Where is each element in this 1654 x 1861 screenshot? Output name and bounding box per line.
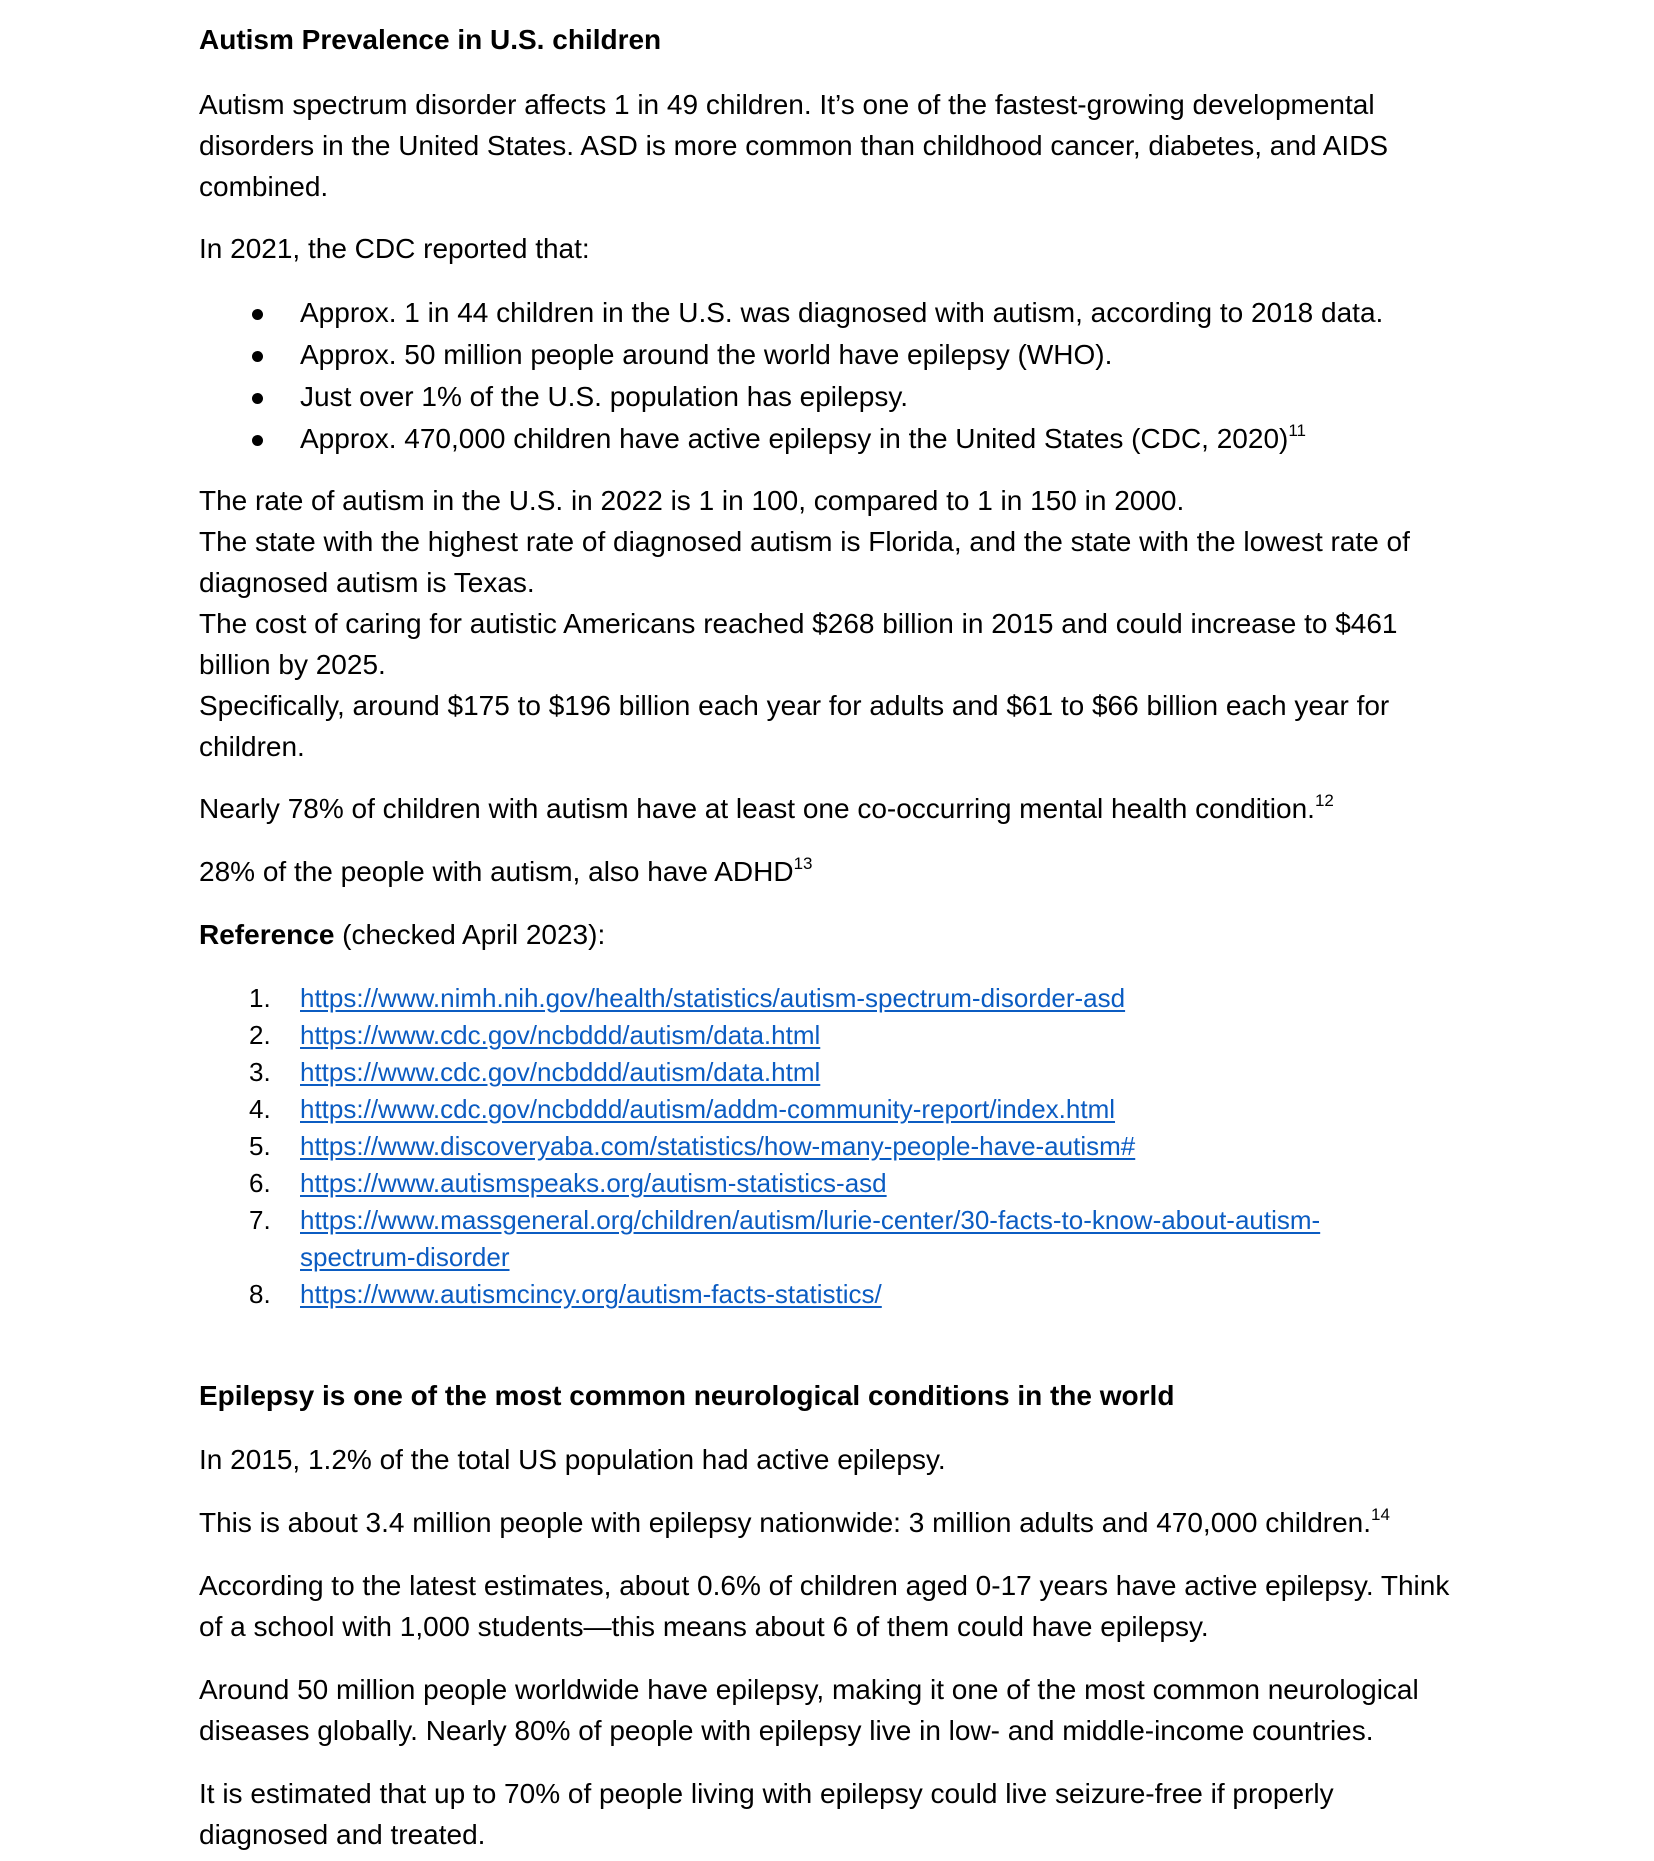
- stats-line: The state with the highest rate of diagnosed autism is Florida, and the state with the lowest rate of: [199, 526, 1410, 557]
- adhd-stat: [199, 851, 1479, 892]
- list-item: [199, 1054, 1479, 1091]
- reference-number: 3.: [249, 1057, 271, 1087]
- cdc-bullet-list: [199, 292, 1479, 460]
- cdc-lead: In 2021, the CDC reported that:: [199, 233, 590, 264]
- reference-link[interactable]: https://www.discoveryaba.com/statistics/how-many-people-have-autism#: [300, 1131, 1136, 1161]
- footnote-marker: 13: [793, 853, 813, 873]
- reference-link[interactable]: https://www.autismcincy.org/autism-facts-statistics/: [300, 1279, 882, 1309]
- reference-number: 5.: [249, 1131, 271, 1161]
- reference-link[interactable]: [300, 1205, 1320, 1272]
- autism-stats: [199, 480, 1479, 767]
- footnote-marker: 12: [1314, 790, 1334, 810]
- bullet-icon: [252, 351, 263, 362]
- epilepsy-text: Around 50 million people worldwide have epilepsy, making it one of the most common neurological: [199, 1674, 1419, 1705]
- stats-line: The rate of autism in the U.S. in 2022 is 1 in 100, compared to 1 in 150 in 2000.: [199, 485, 1185, 516]
- reference-link[interactable]: https://www.cdc.gov/ncbddd/autism/data.html: [300, 1057, 821, 1087]
- epilepsy-text: It is estimated that up to 70% of people living with epilepsy could live seizure-free if properly: [199, 1778, 1334, 1809]
- reference-number: 7.: [249, 1205, 271, 1235]
- adhd-text: 28% of the people with autism, also have ADHD: [199, 856, 794, 887]
- reference-link-line: https://www.massgeneral.org/children/autism/lurie-center/30-facts-to-know-about-autism-: [300, 1205, 1321, 1235]
- epilepsy-text: diagnosed and treated.: [199, 1819, 486, 1850]
- reference-link[interactable]: https://www.cdc.gov/ncbddd/autism/addm-community-report/index.html: [300, 1094, 1116, 1124]
- bullet-text: Approx. 470,000 children have active epilepsy in the United States (CDC, 2020): [300, 423, 1289, 454]
- bullet-text: Just over 1% of the U.S. population has epilepsy.: [300, 381, 909, 412]
- epilepsy-text: This is about 3.4 million people with epilepsy nationwide: 3 million adults and 470,000 children.: [199, 1507, 1372, 1538]
- epilepsy-text: of a school with 1,000 students—this means about 6 of them could have epilepsy.: [199, 1611, 1209, 1642]
- bullet-text: Approx. 1 in 44 children in the U.S. was diagnosed with autism, according to 2018 data.: [300, 297, 1384, 328]
- list-item: [199, 1276, 1479, 1313]
- list-item: [199, 980, 1479, 1017]
- list-item: [199, 1017, 1479, 1054]
- reference-number: 8.: [249, 1279, 271, 1309]
- stats-line: diagnosed autism is Texas.: [199, 567, 535, 598]
- stats-line: children.: [199, 731, 305, 762]
- reference-link[interactable]: https://www.nimh.nih.gov/health/statistics/autism-spectrum-disorder-asd: [300, 983, 1126, 1013]
- reference-heading: [199, 914, 1479, 955]
- stats-line: The cost of caring for autistic Americans reached $268 billion in 2015 and could increase to $461: [199, 608, 1398, 639]
- list-item: [199, 334, 1479, 376]
- bullet-icon: [252, 393, 263, 404]
- footnote-marker: 14: [1371, 1504, 1390, 1524]
- bullet-icon: [252, 309, 263, 320]
- epilepsy-text: diseases globally. Nearly 80% of people with epilepsy live in low- and middle-income countries.: [199, 1715, 1374, 1746]
- epilepsy-heading: Epilepsy is one of the most common neurological conditions in the world: [199, 1380, 1175, 1411]
- list-item: [199, 1165, 1479, 1202]
- reference-number: 1.: [249, 983, 271, 1013]
- epilepsy-paragraph: [199, 1669, 1479, 1751]
- epilepsy-paragraph: [199, 1502, 1479, 1543]
- reference-number: 2.: [249, 1020, 271, 1050]
- list-item: [199, 376, 1479, 418]
- list-item: [199, 292, 1479, 334]
- mental-health-stat: [199, 788, 1479, 829]
- mental-health-text: Nearly 78% of children with autism have at least one co-occurring mental health condition.: [199, 793, 1315, 824]
- list-item: [199, 418, 1479, 460]
- autism-heading: Autism Prevalence in U.S. children: [199, 24, 662, 55]
- reference-number: 6.: [249, 1168, 271, 1198]
- reference-link[interactable]: https://www.autismspeaks.org/autism-statistics-asd: [300, 1168, 887, 1198]
- reference-label: Reference: [199, 919, 335, 950]
- reference-link[interactable]: https://www.cdc.gov/ncbddd/autism/data.html: [300, 1020, 821, 1050]
- list-item: [199, 1091, 1479, 1128]
- stats-line: billion by 2025.: [199, 649, 386, 680]
- reference-number: 4.: [249, 1094, 271, 1124]
- epilepsy-paragraph: [199, 1773, 1479, 1855]
- footnote-marker: 11: [1288, 420, 1306, 440]
- intro-line: Autism spectrum disorder affects 1 in 49 children. It’s one of the fastest-growing developmental: [199, 89, 1375, 120]
- epilepsy-paragraph: In 2015, 1.2% of the total US population had active epilepsy.: [199, 1444, 946, 1475]
- list-item: [199, 1202, 1479, 1276]
- bullet-icon: [252, 435, 263, 446]
- bullet-text: Approx. 50 million people around the world have epilepsy (WHO).: [300, 339, 1113, 370]
- epilepsy-paragraph: [199, 1565, 1479, 1647]
- epilepsy-text: According to the latest estimates, about 0.6% of children aged 0-17 years have active epilepsy. Think: [199, 1570, 1450, 1601]
- intro-line: combined.: [199, 171, 329, 202]
- intro-line: disorders in the United States. ASD is more common than childhood cancer, diabetes, and AIDS: [199, 130, 1389, 161]
- reference-link-line: spectrum-disorder: [300, 1242, 510, 1272]
- stats-line: Specifically, around $175 to $196 billion each year for adults and $61 to $66 billion each year for: [199, 690, 1390, 721]
- reference-note: (checked April 2023):: [334, 919, 606, 950]
- list-item: [199, 1128, 1479, 1165]
- reference-list: [199, 980, 1479, 1313]
- autism-intro: [199, 84, 1479, 207]
